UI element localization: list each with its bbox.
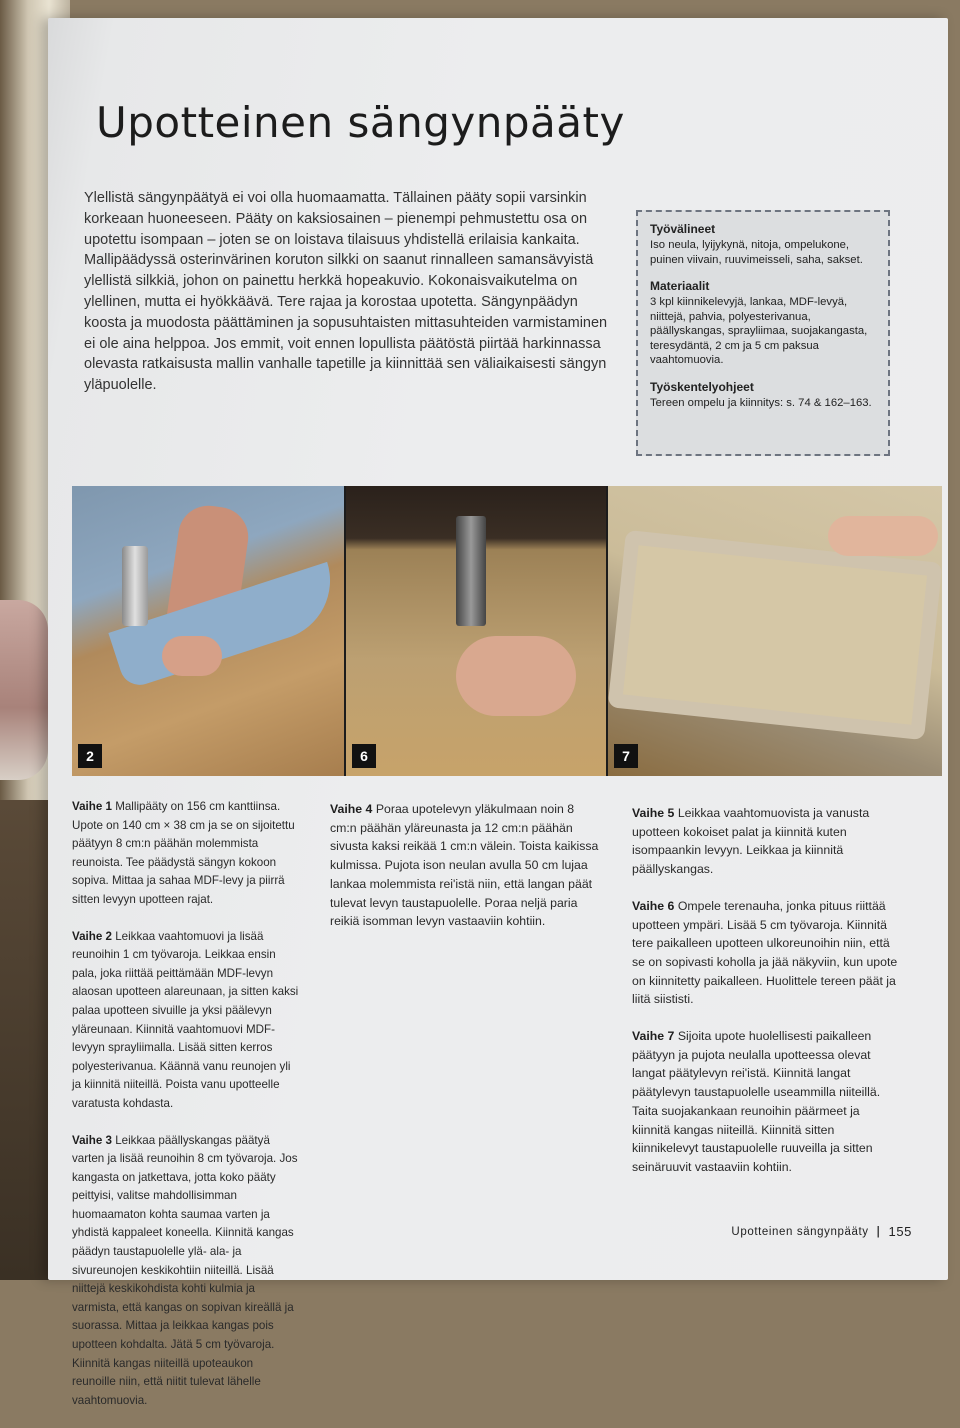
hand-image [828, 516, 938, 556]
hand-image [456, 636, 576, 716]
photo-strip [72, 486, 942, 776]
photo-step-7 [608, 486, 942, 776]
step-paragraph [72, 1132, 300, 1411]
step-text: Mallipääty on 156 cm kanttiinsa. Upote on 140 cm × 38 cm ja se on sijoitettu päätyyn 8 cm:n päähän molemmista reunoista. Tee päädystä sängyn kokoon sopiva. Mittaa ja sahaa MDF-levy ja piirrä sitten levyyn upotteen rajat. [72, 800, 295, 906]
photo-step-2 [72, 486, 344, 776]
instructions-heading: Työskentelyohjeet [650, 379, 754, 394]
step-text: Leikkaa vaahtomuovista ja vanusta upotteen kokoiset palat ja kiinnitä kuten isompaankin levyyn. Leikkaa ja kiinnitä päällyskangas. [632, 806, 870, 877]
instructions-text: Tereen ompelu ja kiinnitys: s. 74 & 162–163. [650, 396, 872, 409]
photo-number: 7 [614, 744, 638, 768]
step-label: Vaihe 2 [72, 929, 112, 943]
materials-text: 3 kpl kiinnikelevyjä, lankaa, MDF-levyä, niittejä, pahvia, polyesterivanua, päällyskangas, sprayliimaa, suojakangasta, teresydäntä, 2 cm ja 5 cm paksua vaahtomuovia. [650, 296, 868, 366]
spray-can-image [122, 546, 148, 626]
text-column-2 [330, 800, 602, 949]
footer-separator: | [876, 1225, 881, 1238]
step-label: Vaihe 5 [632, 806, 675, 820]
step-label: Vaihe 7 [632, 1029, 675, 1044]
staple-gun-image [456, 516, 486, 626]
background-fabric [0, 600, 48, 780]
step-text: Leikkaa vaahtomuovi ja lisää reunoihin 1 cm työvaroja. Leikkaa ensin pala, joka riittää peittämään MDF-levyn alaosan upotteen alareunaan, ja sitten kaksi palaa upotteen sivuille ja yksi päälevyn yläreunaan. Kiinnitä vaahtomuovi MDF-levyyn sprayliimalla. Lisää sitten kerros polyesterivanua. Käännä vanu reunojen yli ja kiinnitä niiteillä. Poista vanu upotteelle varatusta kohdasta. [72, 929, 299, 1110]
step-text: Poraa upotelevyn yläkulmaan noin 8 cm:n päähän yläreunasta ja 12 cm:n päähän sivusta kaksi reikää 1 cm:n välein. Toista kaikissa kulmissa. Pujota ison neulan avulla 50 cm lujaa lankaa molemmista rei'istä niin, että langan päät tulevat levyn taustapuolelle. Poraa neljä paria reikiä isomman levyn vastaaviin kohtiin. [330, 802, 599, 929]
step-paragraph [632, 897, 900, 1009]
photo-number: 2 [78, 744, 102, 768]
step-label: Vaihe 6 [632, 898, 675, 913]
page-title: Upotteinen sängynpääty [96, 98, 625, 147]
step-label: Vaihe 1 [72, 800, 112, 813]
page-number: 155 [888, 1224, 912, 1239]
tools-heading: Työvälineet [650, 222, 716, 236]
step-text: Leikkaa päällyskangas päätyä varten ja lisää reunoihin 8 cm työvaroja. Jos kangasta on jatkettava, jotta koko pääty peittyisi, valitse mahdollisimman huomaamaton kohta saumaa varten ja yhdistä kappaleet koneella. Kiinnitä kangas päädyn taustapuolelle ylä- ala- ja sivureunojen keskikohtiin niiteillä. Lisää niittejä keskikohdista kohti kulmia ja varmista, että kangas on sopivan kireällä ja suorassa. Mittaa ja leikkaa kangas pois upotteen kohdalta. Jätä 5 cm työvaroja. Kiinnitä kangas niiteillä upoteaukon reunoille niin, että niitit tulevat lähelle vaahtomuovia. [72, 1133, 298, 1407]
book-page [48, 18, 948, 1407]
step-paragraph [632, 1027, 900, 1177]
materials-heading: Materiaalit [650, 279, 710, 293]
step-paragraph [72, 798, 300, 910]
running-title: Upotteinen sängynpääty [731, 1225, 869, 1238]
step-paragraph [632, 804, 900, 879]
text-column-1 [72, 798, 300, 1428]
upholstered-panel-image [608, 530, 942, 740]
page-footer [731, 1224, 912, 1239]
text-column-3 [632, 804, 900, 1195]
info-box [636, 210, 890, 456]
intro-paragraph: Ylellistä sängynpäätyä ei voi olla huomaamatta. Tällainen pääty sopii varsinkin korkeaan huoneeseen. Pääty on kaksiosainen – pienempi pehmustettu osa on upotettu isompaan – joten se on loistava tilaisuus yhdistellä erilaisia kankaita. Mallipäädyssä osterinvärinen koruton silkki on saanut rinnalleen samansävyistä ylellistä silkkiä, johon on painettu herkkä hopeakuvio. Kokonaisvaikutelma on ylellinen, mutta ei hyökkäävä. Tere rajaa ja korostaa upotetta. Sängynpäädyn koosta ja muodosta päättäminen ja sopusuhtaisten mittasuhteiden varmistaminen ei ole aina helppoa. Jos emmit, voit ennen lopullista päätöstä piirtää harkinnassa olevasta ratkaisusta mallin vanhalle tapetille ja kiinnittää sen väliaikaisesti sängyn yläpuolelle. [84, 190, 608, 394]
step-label: Vaihe 3 [72, 1133, 112, 1147]
step-text: Ompele terenauha, jonka pituus riittää upotteen ympäri. Lisää 5 cm työvaroja. Kiinnitä tere paikalleen upotteen ulkoreunoihin niin, että se on sopivasti koholla ja jää näkyviin, kun upote on kiinnitetty paikalleen. Huolittele tereen päät ja liitä siististi. [632, 898, 898, 1007]
step-paragraph [330, 800, 602, 931]
photo-step-6 [346, 486, 606, 776]
photo-number: 6 [352, 744, 376, 768]
step-paragraph [72, 928, 300, 1114]
step-label: Vaihe 4 [330, 802, 373, 816]
hand-image [162, 636, 222, 676]
tools-text: Iso neula, lyijykynä, nitoja, ompelukone, puinen viivain, ruuvimeisseli, saha, sakset. [650, 239, 863, 266]
step-text: Sijoita upote huolellisesti paikalleen päätyyn ja pujota neulalla upotteessa olevat langat päätylevyn rei'istä. Kiinnitä langat päätylevyn taustapuolelle useammilla niiteillä. Taita suojakankaan reunoihin päärmeet ja kiinnitä kangas niiteillä. Kiinnitä sitten kiinnikelevyt taustapuolelle ruuveilla ja sitten seinäruuvit vastaaviin kohtiin. [632, 1029, 881, 1174]
